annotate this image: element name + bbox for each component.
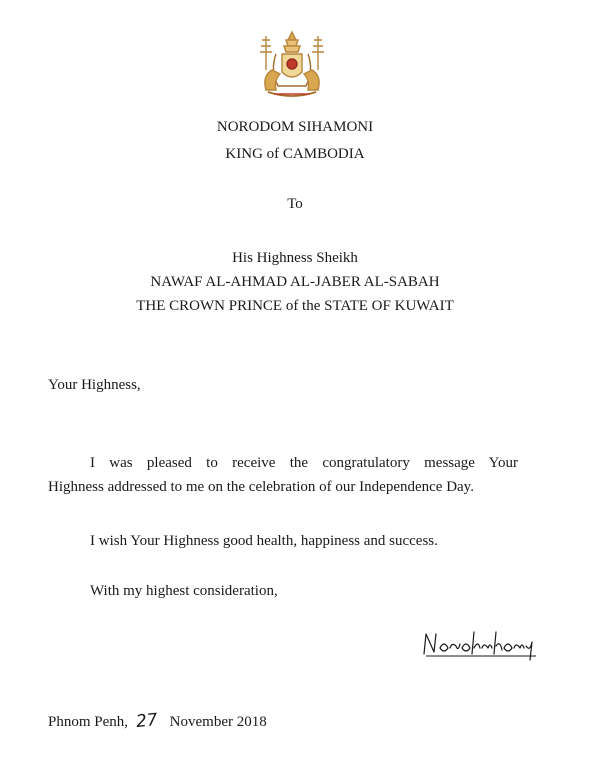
addressee-name: NAWAF AL-AHMAD AL-JABER AL-SABAH — [150, 274, 440, 290]
paragraph-2: I wish Your Highness good health, happiness and success. — [90, 533, 438, 549]
paragraph-1-line-1: I was pleased to receive the congratulatory message Your — [90, 455, 518, 471]
paragraph-1-line-2: Highness addressed to me on the celebration of our Independence Day. — [48, 479, 474, 495]
to-label: To — [287, 196, 303, 212]
addressee-honorific: His Highness Sheikh — [232, 250, 358, 266]
date-line — [48, 709, 267, 733]
addressee-title: THE CROWN PRINCE of the STATE OF KUWAIT — [136, 298, 454, 314]
handwritten-signature-icon — [420, 626, 540, 662]
closing: With my highest consideration, — [90, 583, 278, 599]
royal-coat-of-arms-icon — [252, 30, 332, 100]
month-year: November 2018 — [169, 714, 267, 730]
sender-title: KING of CAMBODIA — [225, 146, 365, 162]
place: Phnom Penh, — [48, 714, 129, 730]
handwritten-day: 27 — [135, 709, 159, 733]
sender-name: NORODOM SIHAMONI — [216, 119, 374, 135]
salutation: Your Highness, — [48, 377, 141, 393]
